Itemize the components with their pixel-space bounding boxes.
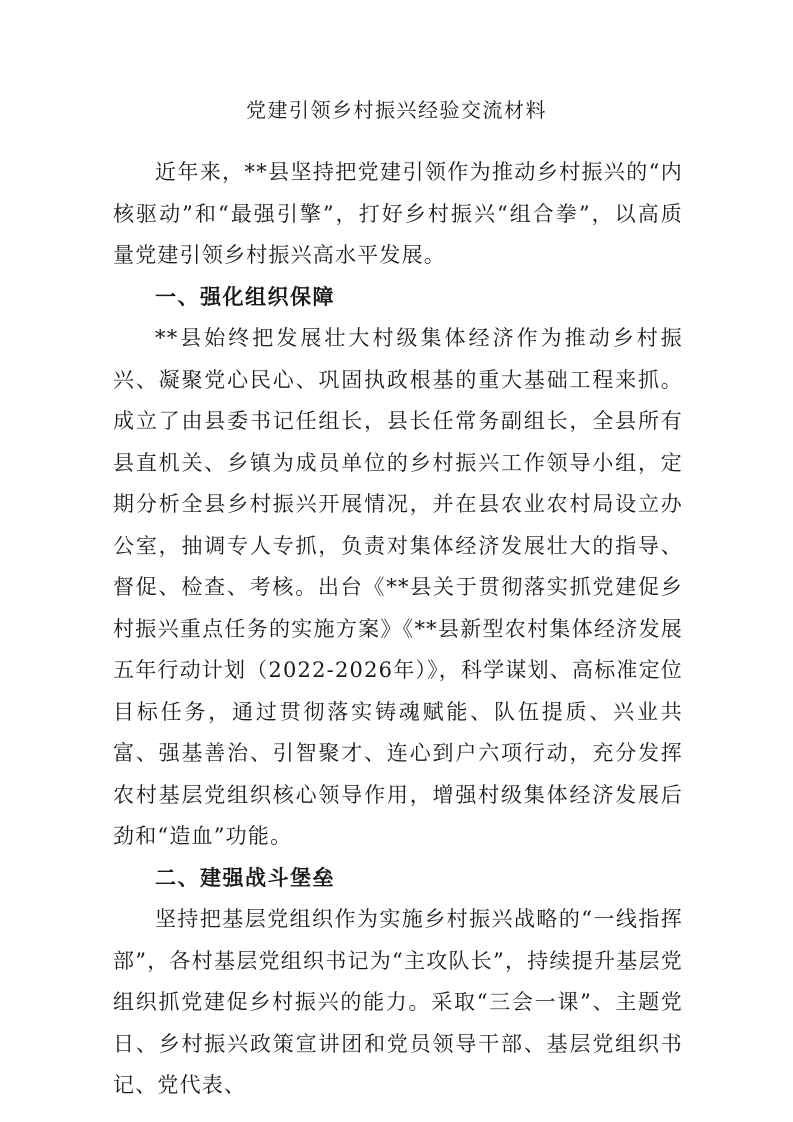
document-title: 党建引领乡村振兴经验交流材料: [246, 98, 547, 122]
section-2-paragraph: 坚持把基层党组织作为实施乡村振兴战略的“一线指挥部”，各村基层党组织书记为“主攻队长”，持续提升基层党组织抓党建促乡村振兴的能力。采取“三会一课”、主题党日、乡村振兴政策宣讲团和党员领导干部、基层党组织书记、党代表、: [113, 907, 683, 1097]
section-1-heading: 一、强化组织保障: [155, 284, 335, 309]
section-1-paragraph: **县始终把发展壮大村级集体经济作为推动乡村振兴、凝聚党心民心、巩固执政根基的重大基础工程来抓。成立了由县委书记任组长，县长任常务副组长，全县所有县直机关、乡镇为成员单位的乡村振兴工作领导小组，定期分析全县乡村振兴开展情况，并在县农业农村局设立办公室，抽调专人专抓，负责对集体经济发展壮大的指导、督促、检查、考核。出台《**县关于贯彻落实抓党建促乡村振兴重点任务的实施方案》《**县新型农村集体经济发展五年行动计划（2022-2026年）》，科学谋划、高标准定位目标任务，通过贯彻落实铸魂赋能、队伍提质、兴业共富、强基善治、引智聚才、连心到户六项行动，充分发挥农村基层党组织核心领导作用，增强村级集体经济发展后劲和“造血”功能。: [113, 326, 683, 848]
section-2-heading: 二、建强战斗堡垒: [155, 865, 335, 890]
intro-paragraph: 近年来，**县坚持把党建引领作为推动乡村振兴的“内核驱动”和“最强引擎”，打好乡村振兴“组合拳”，以高质量党建引领乡村振兴高水平发展。: [113, 160, 683, 267]
document-body: [113, 152, 683, 1107]
